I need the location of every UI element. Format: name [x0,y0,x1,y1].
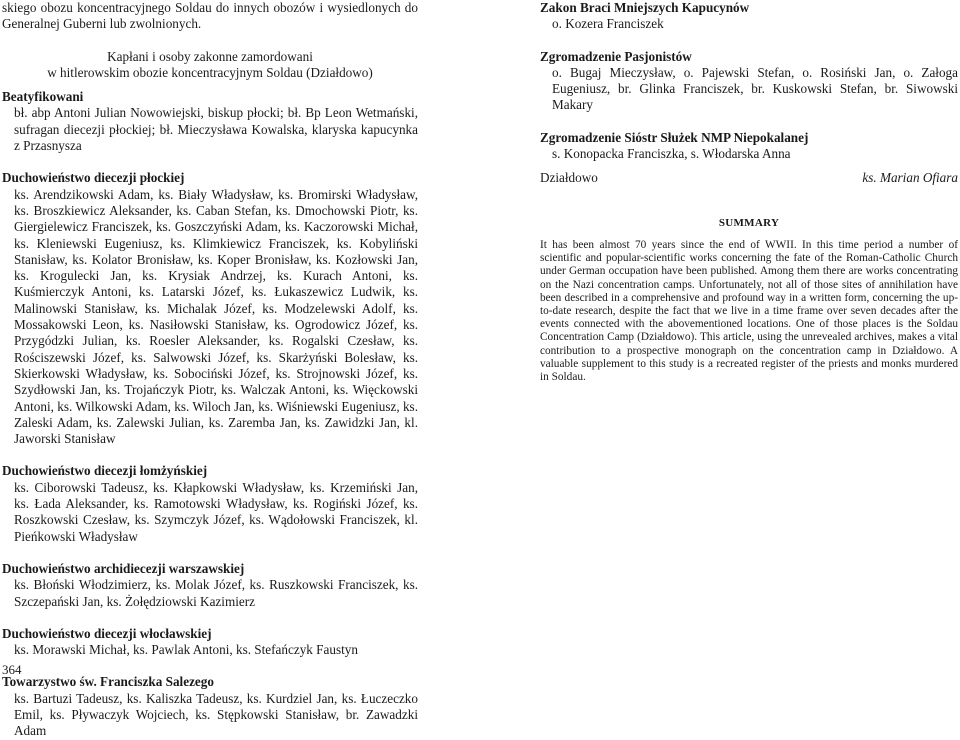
warsaw-heading: Duchowieństwo archidiecezji warszawskiej [2,560,245,576]
lomza-list: ks. Ciborowski Tadeusz, ks. Kłapkowski Władysław, ks. Krzemiński Jan, ks. Łada Aleksander, ks. Ramotowski Władysław, ks. Rogiński Józef, ks. Roszkowski Czesław, ks. Szymczyk Józef, ks. Wądołowski Franciszek, kl. Pieńkowski Władysław [14,479,418,544]
signature-place: Działdowo [540,170,598,186]
page-number: 364 [2,662,22,677]
warsaw-list: ks. Błoński Włodzimierz, ks. Molak Józef, ks. Ruszkowski Franciszek, ks. Szczepański Jan, ks. Żołędziowski Kazimierz [14,577,418,609]
passionists-heading: Zgromadzenie Pasjonistów [540,48,692,64]
capuchins-list: o. Kozera Franciszek [552,16,664,32]
signature-author: ks. Marian Ofiara [862,170,958,186]
sisters-list: s. Konopacka Franciszka, s. Włodarska Anna [552,146,791,162]
left-column [2,0,418,740]
section-title-line2: w hitlerowskim obozie koncentracyjnym Soldau (Działdowo) [47,64,373,80]
summary-text: It has been almost 70 years since the end of WWII. In this time period a number of scientific and popular-scientific works concerning the fate of the Roman-Catholic Church under German occupation have been published. Among them there are works concentrating on the Nazi concentration camps. Unfortunately, not all of those sites of annihilation have been described in a comprehensive and profound way in a written form, concerning the up-to-date research, despite the fact that we live in a time frame over seven decades after the events connected with the abovementioned locations. One of those places is the Soldau Concentration Camp (Działdowo). This article, using the unrevealed archives, makes a vital contribution to a prospective monograph on the concentration camp in Działdowo. A valuable supplement to this study is a recreated register of the priests and monks murdered in Soldau. [540,238,958,383]
lomza-heading: Duchowieństwo diecezji łomżyńskiej [2,463,208,479]
plock-list: ks. Arendzikowski Adam, ks. Biały Władysław, ks. Bromirski Władysław, ks. Broszkiewicz Aleksander, ks. Caban Stefan, ks. Dmochowski Piotr, ks. Giergielewicz Franciszek, ks. Goszczyński Adam, ks. Kaczorowski Michał, ks. Kleniewski Eugeniusz, ks. Klimkiewicz Franciszek, ks. Kobyliński Stanisław, ks. Kolator Bronisław, ks. Koper Bronisław, ks. Kozłowski Jan, ks. Krogulecki Jan, ks. Krysiak Andrzej, ks. Kurach Antoni, ks. Kuśmierczyk Antoni, ks. Latarski Józef, ks. Łukaszewicz Ludwik, ks. Malinowski Stanisław, ks. Michalak Józef, ks. Modzelewski Adolf, ks. Mossakowski Leon, ks. Nasiłowski Stanisław, ks. Ogrodowicz Józef, ks. Przygódzki Julian, ks. Roesler Aleksander, ks. Rogalski Czesław, ks. Rościszewski Józef, ks. Salwowski Józef, ks. Skarżyński Bolesław, ks. Skierkowski Władysław, ks. Sobociński Józef, ks. Strojnowski Józef, ks. Szydłowski Jan, ks. Trojańczyk Piotr, ks. Walczak Antoni, ks. Więckowski Antoni, ks. Wilkowski Adam, ks. Wiloch Jan, ks. Wiśniewski Eugeniusz, ks. Zaleski Adam, ks. Zalewski Julian, ks. Zaremba Jan, ks. Zawidzki Jan, kl. Jaworski Stanisław [14,186,418,447]
wloclawek-list: ks. Morawski Michał, ks. Pawlak Antoni, ks. Stefańczyk Faustyn [14,642,358,658]
blessed-list: bł. abp Antoni Julian Nowowiejski, biskup płocki; bł. Bp Leon Wetmański, sufragan diecezji płockiej; bł. Mieczysława Kowalska, klaryska kapucynka z Przasnysza [14,105,418,154]
salesians-heading: Towarzystwo św. Franciszka Salezego [2,674,214,690]
blessed-heading: Beatyfikowani [2,89,84,105]
wloclawek-heading: Duchowieństwo diecezji włocławskiej [2,625,212,641]
plock-heading: Duchowieństwo diecezji płockiej [2,170,185,186]
intro-paragraph: skiego obozu koncentracyjnego Soldau do innych obozów i wysiedlonych do Generalnej Guberni lub zwolnionych. [2,0,418,32]
section-title-line1: Kapłani i osoby zakonne zamordowani [107,48,313,64]
right-column [540,0,958,384]
salesians-list: ks. Bartuzi Tadeusz, ks. Kaliszka Tadeusz, ks. Kurdziel Jan, ks. Łuczeczko Emil, ks. Pływaczyk Wojciech, ks. Stępkowski Stanisław, br. Zawadzki Adam [14,690,418,739]
sisters-heading: Zgromadzenie Sióstr Służek NMP Niepokalanej [540,129,809,145]
capuchins-heading: Zakon Braci Mniejszych Kapucynów [540,0,750,15]
passionists-list: o. Bugaj Mieczysław, o. Pajewski Stefan, o. Rosiński Jan, o. Załoga Eugeniusz, br. Glinka Franciszek, br. Kuskowski Stefan, br. Siwowski Makary [552,64,958,113]
summary-title: SUMMARY [718,216,780,229]
signature [540,170,958,186]
